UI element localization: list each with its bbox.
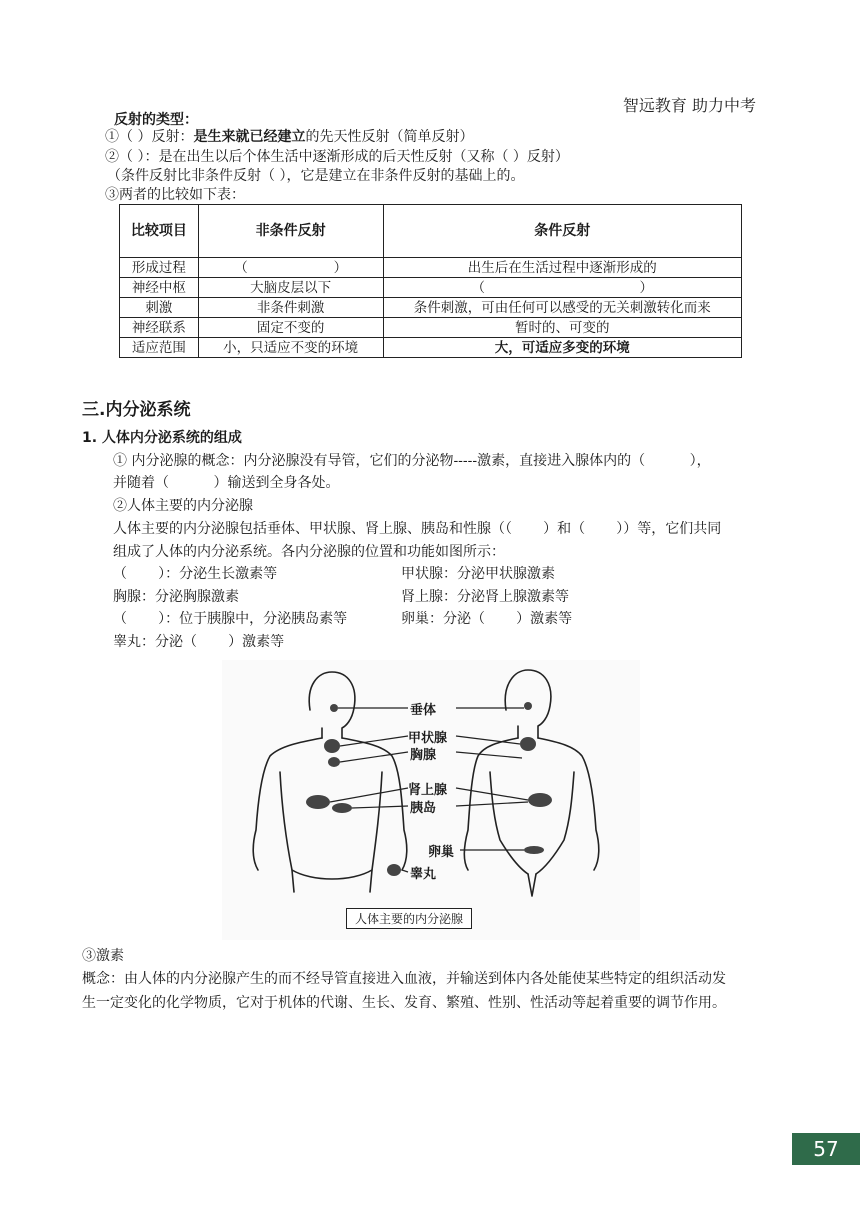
reflex-line-1-post: 的先天性反射（简单反射） bbox=[305, 129, 474, 145]
paragraph-title: ②人体主要的内分泌腺 bbox=[113, 498, 253, 514]
figure-label: 垂体 bbox=[410, 703, 437, 718]
table-header-row bbox=[120, 205, 742, 258]
gland-item: 卵巢：分泌（ ）激素等 bbox=[401, 611, 573, 627]
figure-label: 甲状腺 bbox=[408, 731, 448, 746]
reflex-line-4: ③两者的比较如下表： bbox=[105, 187, 245, 203]
gland-item: 胸腺：分泌胸腺激素 bbox=[113, 589, 239, 605]
figure-label: 胸腺 bbox=[410, 748, 437, 763]
paragraph-line: 组成了人体的内分泌系统。各内分泌腺的位置和功能如图所示： bbox=[113, 544, 505, 560]
reflex-heading: 反射的类型： bbox=[114, 112, 198, 128]
gland-item: 甲状腺：分泌甲状腺激素 bbox=[401, 566, 555, 582]
table-cell: 条件刺激，可由任何可以感受的无关刺激转化而来 bbox=[383, 298, 741, 318]
table-header-cell: 非条件反射 bbox=[198, 205, 383, 258]
table-row bbox=[120, 258, 742, 278]
reflex-line-1 bbox=[105, 127, 473, 147]
table-cell: 大，可适应多变的环境 bbox=[383, 338, 741, 358]
section-title: 三.内分泌系统 bbox=[82, 400, 191, 420]
paragraph-line: ① 内分泌腺的概念：内分泌腺没有导管，它们的分泌物-----激素，直接进入腺体内的（ ）， bbox=[113, 453, 711, 469]
reflex-line-2: ②（ ）：是在出生以后个体生活中逐渐形成的后天性反射（又称（ ）反射） bbox=[105, 149, 569, 165]
table-cell: （ ） bbox=[198, 258, 383, 278]
table-row bbox=[120, 298, 742, 318]
table-row bbox=[120, 338, 742, 358]
table-header-cell: 条件反射 bbox=[383, 205, 741, 258]
table-cell: 刺激 bbox=[120, 298, 199, 318]
gland-item: 肾上腺：分泌肾上腺激素等 bbox=[401, 589, 569, 605]
table-cell: 神经中枢 bbox=[120, 278, 199, 298]
reflex-line-1-bold: 是生来就已经建立 bbox=[193, 129, 306, 145]
table-cell: 非条件刺激 bbox=[198, 298, 383, 318]
gland-item: 睾丸：分泌（ ）激素等 bbox=[113, 634, 285, 650]
page-header: 智远教育 助力中考 bbox=[622, 96, 756, 115]
table-cell: 暂时的、可变的 bbox=[383, 318, 741, 338]
table-cell: 固定不变的 bbox=[198, 318, 383, 338]
table-cell: 大脑皮层以下 bbox=[198, 278, 383, 298]
table-cell: 神经联系 bbox=[120, 318, 199, 338]
comparison-table bbox=[119, 204, 742, 358]
figure-caption: 人体主要的内分泌腺 bbox=[346, 908, 472, 929]
gland-item: （ ）：分泌生长激素等 bbox=[113, 566, 278, 582]
paragraph-line: 并随着（ ）输送到全身各处。 bbox=[113, 475, 340, 491]
paragraph-line: 概念：由人体的内分泌腺产生的而不经导管直接进入血液，并输送到体内各处能使某些特定的组织活动发 bbox=[82, 971, 726, 987]
endocrine-figure bbox=[222, 660, 640, 940]
table-cell: 适应范围 bbox=[120, 338, 199, 358]
hormone-title: ③激素 bbox=[82, 948, 124, 964]
subsection-title: 1. 人体内分泌系统的组成 bbox=[82, 430, 242, 446]
table-row bbox=[120, 278, 742, 298]
gland-item: （ ）：位于胰腺中，分泌胰岛素等 bbox=[113, 611, 348, 627]
table-row bbox=[120, 318, 742, 338]
reflex-line-1-pre: ①（ ）反射： bbox=[105, 129, 194, 145]
table-cell: 形成过程 bbox=[120, 258, 199, 278]
table-header-cell: 比较项目 bbox=[120, 205, 199, 258]
table-cell: 出生后在生活过程中逐渐形成的 bbox=[383, 258, 741, 278]
figure-label: 胰岛 bbox=[410, 801, 437, 816]
page-number-badge: 57 bbox=[792, 1133, 860, 1165]
figure-label: 睾丸 bbox=[410, 867, 437, 882]
table-cell: （ ） bbox=[383, 278, 741, 298]
table-cell: 小，只适应不变的环境 bbox=[198, 338, 383, 358]
figure-label: 卵巢 bbox=[428, 845, 455, 860]
figure-label: 肾上腺 bbox=[408, 783, 448, 798]
paragraph-line: 生一定变化的化学物质，它对于机体的代谢、生长、发育、繁殖、性别、性活动等起着重要的调节作用。 bbox=[82, 995, 726, 1011]
reflex-line-3: （条件反射比非条件反射（ ），它是建立在非条件反射的基础上的。 bbox=[107, 168, 525, 184]
paragraph-line: 人体主要的内分泌腺包括垂体、甲状腺、肾上腺、胰岛和性腺（（ ）和（ ））等，它们共同 bbox=[113, 521, 722, 537]
